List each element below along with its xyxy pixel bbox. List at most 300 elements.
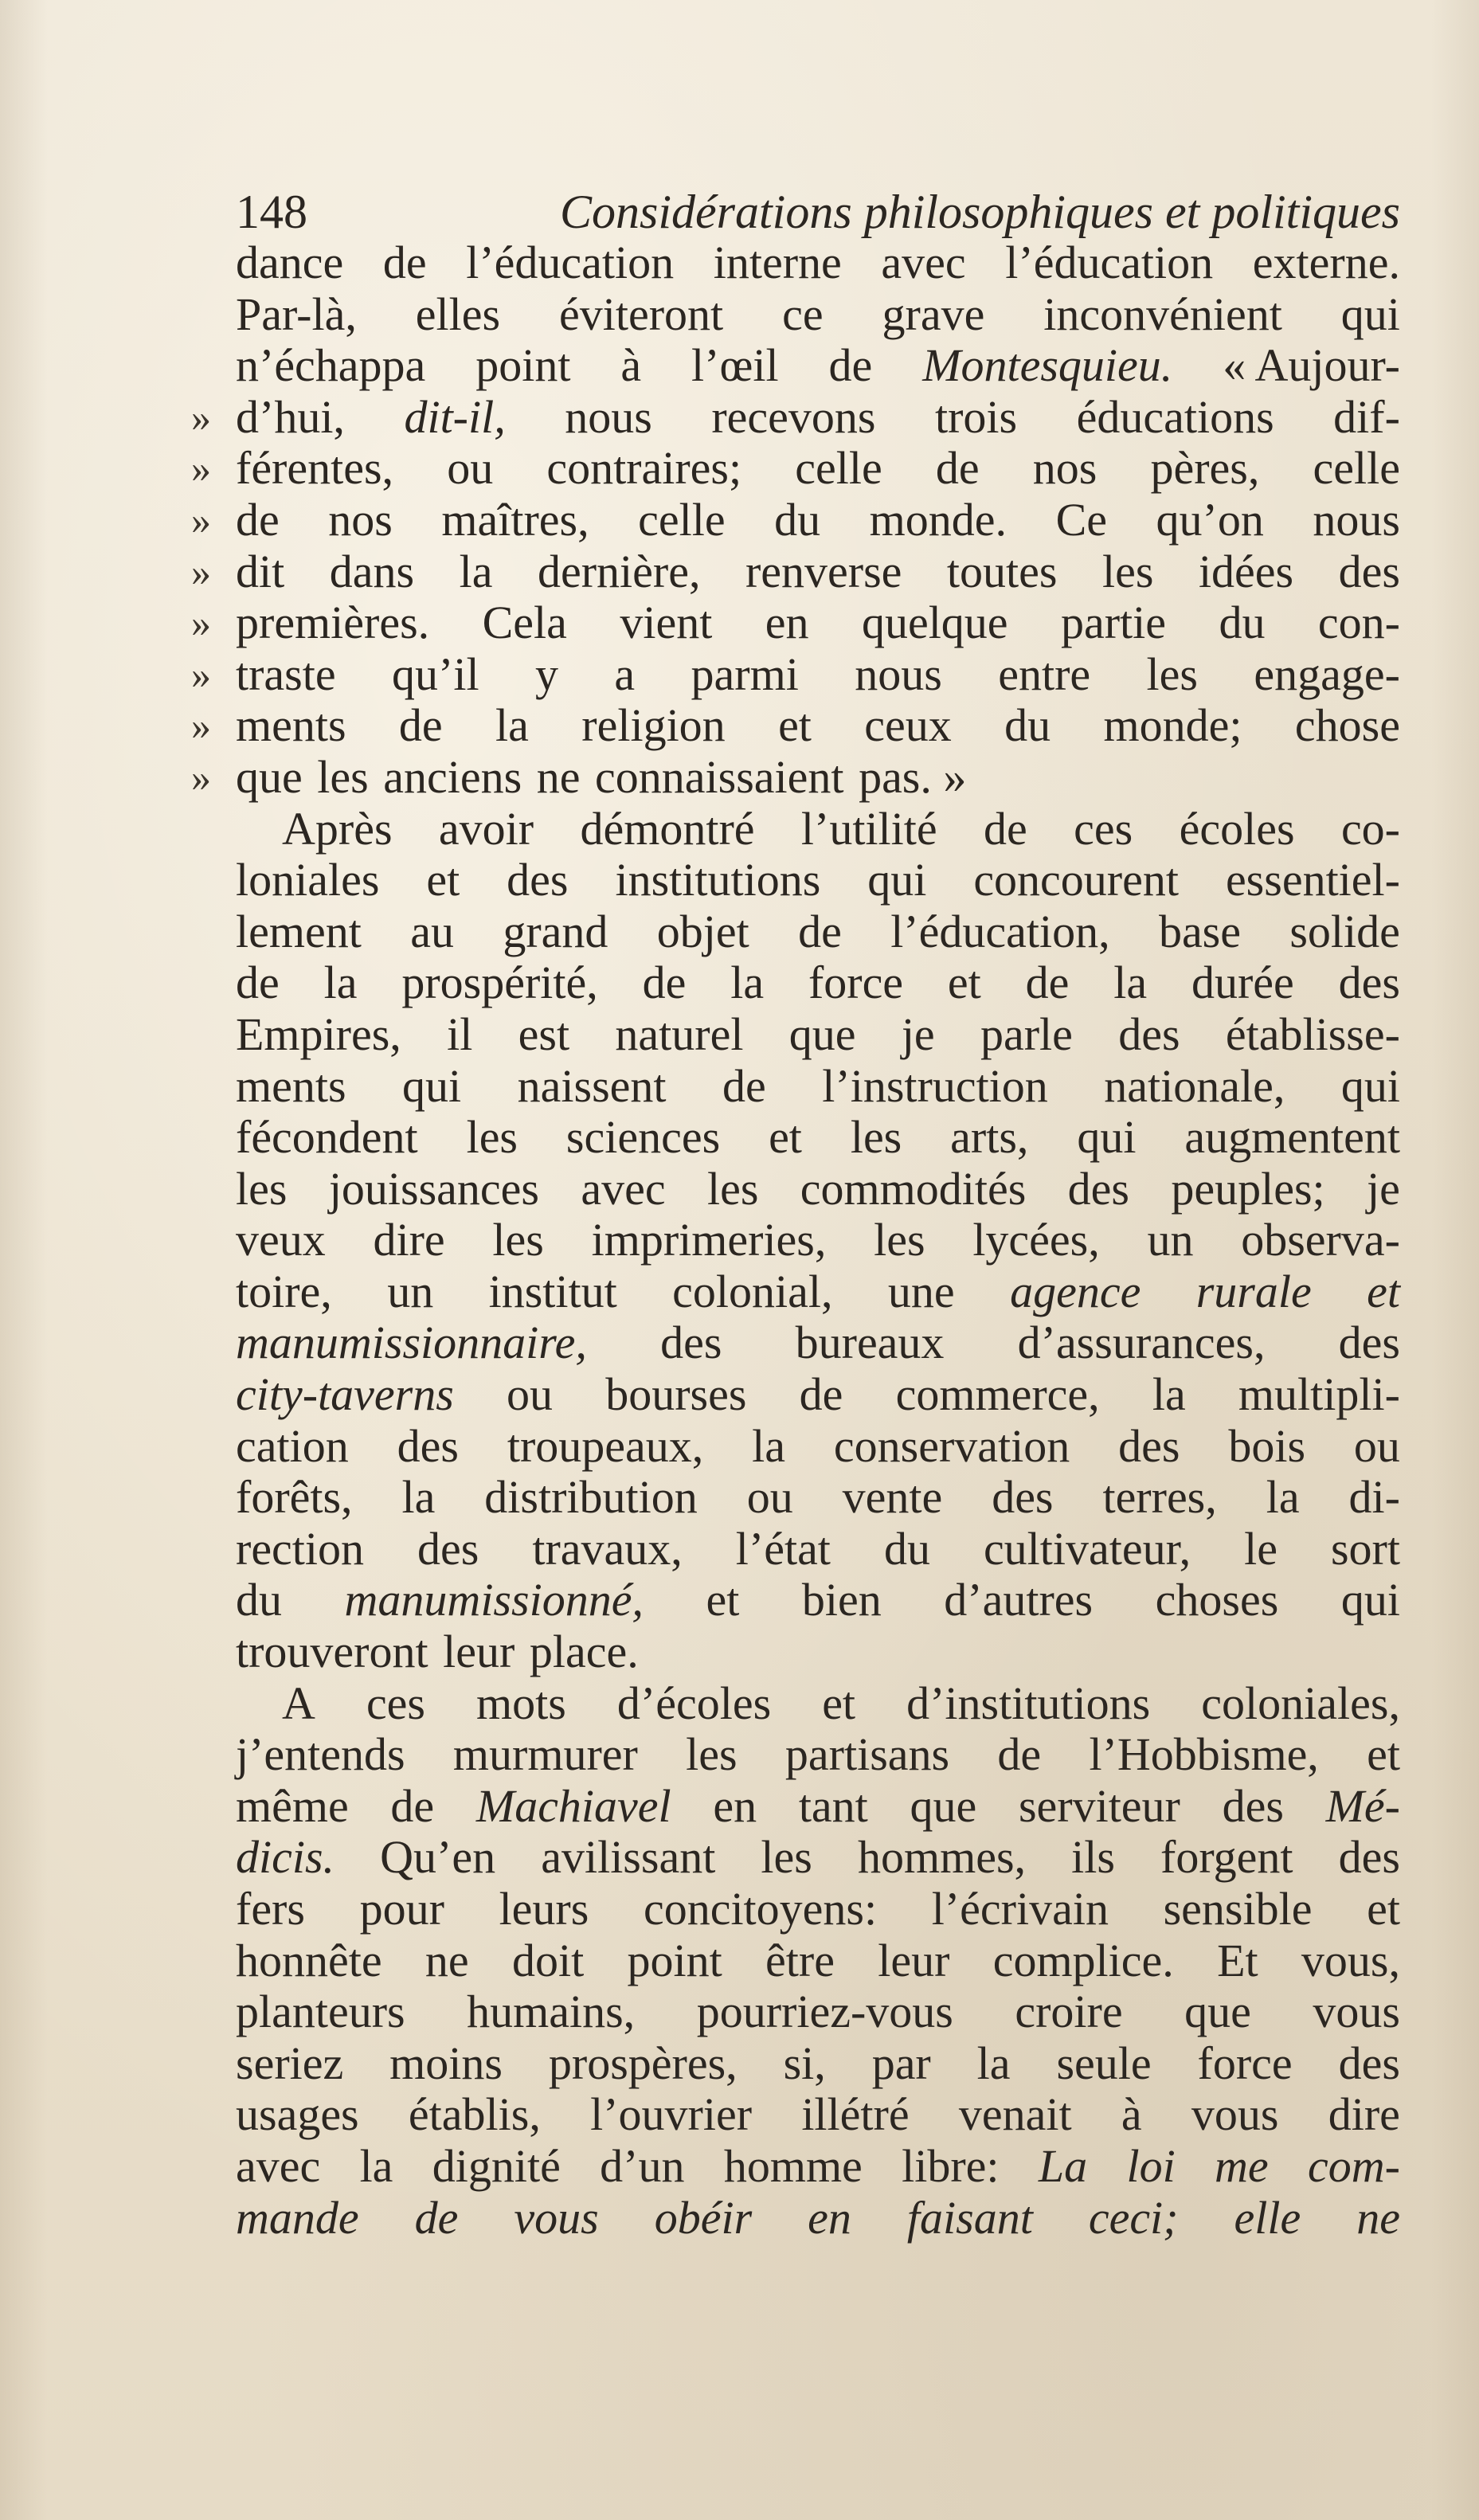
- text-line: [236, 2089, 1400, 2141]
- word: parle: [980, 1008, 1073, 1060]
- word: la: [359, 2139, 393, 2192]
- word: veux: [236, 1214, 326, 1266]
- word: leur: [878, 1934, 950, 1986]
- word: éducations: [1076, 390, 1274, 443]
- word: ne: [425, 1934, 469, 1986]
- word: forgent: [1160, 1831, 1293, 1884]
- word: l’Hobbisme,: [1089, 1728, 1319, 1781]
- word: com-: [1308, 2139, 1400, 2192]
- word: prospères,: [548, 2037, 738, 2089]
- word: des: [1118, 1008, 1180, 1060]
- word: ou: [507, 1368, 553, 1421]
- word: ne: [536, 750, 581, 803]
- word: vous,: [1301, 1934, 1400, 1986]
- text-line: [236, 1524, 1400, 1575]
- word: solide: [1289, 905, 1400, 957]
- text-line: [236, 1061, 1400, 1113]
- quote-mark: »: [191, 446, 211, 491]
- text-line: [236, 2038, 1400, 2090]
- word: troupeaux,: [507, 1419, 704, 1472]
- word: et: [822, 1677, 856, 1729]
- word: ils: [1071, 1831, 1115, 1884]
- word: la: [1152, 1368, 1186, 1421]
- word: y: [534, 648, 558, 700]
- word: les: [706, 1162, 759, 1215]
- word: coloniales,: [1201, 1677, 1400, 1729]
- word: idées: [1198, 545, 1294, 597]
- word: de: [398, 699, 443, 752]
- word: moins: [389, 2037, 503, 2089]
- word: seule: [1056, 2037, 1152, 2089]
- word: des: [1338, 2037, 1400, 2089]
- word: Empires,: [236, 1008, 401, 1060]
- word: pourriez-vous: [696, 1986, 953, 2038]
- word: durée: [1191, 957, 1294, 1009]
- text-line: [236, 1317, 1400, 1369]
- word: dernière,: [537, 545, 701, 597]
- word: leurs: [499, 1883, 589, 1935]
- word: et: [706, 1574, 740, 1626]
- text-line: [236, 1164, 1400, 1215]
- word: ces: [1074, 802, 1133, 855]
- word: base: [1158, 905, 1241, 957]
- word: toire,: [236, 1265, 332, 1317]
- word: d’hui,: [236, 390, 345, 443]
- text-line: [236, 1781, 1400, 1833]
- word: de: [642, 957, 687, 1009]
- word: d’un: [600, 2139, 685, 2192]
- word: des: [507, 854, 569, 906]
- word: même: [236, 1779, 349, 1832]
- word: usages: [236, 2088, 359, 2141]
- word: lycées,: [972, 1214, 1100, 1266]
- word: jouissances: [328, 1162, 539, 1215]
- word: dicis.: [236, 1831, 335, 1884]
- word: institutions: [615, 854, 821, 906]
- word: grand: [503, 905, 608, 957]
- word: la: [752, 1419, 785, 1472]
- word: tant: [798, 1779, 868, 1832]
- word: nos: [328, 493, 393, 546]
- word: d’écoles: [616, 1677, 772, 1729]
- word: d’autres: [944, 1574, 1094, 1626]
- word: qui: [402, 1059, 462, 1112]
- text-line: [236, 957, 1400, 1009]
- word: des: [660, 1317, 722, 1369]
- word: rection: [236, 1522, 365, 1575]
- word: des: [992, 1471, 1054, 1524]
- text-line: [191, 597, 1400, 649]
- text-line: [236, 237, 1400, 289]
- word: maîtres,: [441, 493, 589, 546]
- word: les: [466, 1111, 518, 1164]
- word: parmi: [691, 648, 799, 700]
- word: démontré: [580, 802, 755, 855]
- word: je: [901, 1008, 935, 1060]
- word: faisant: [906, 2191, 1033, 2244]
- word: leur: [443, 1626, 515, 1678]
- word: l’état: [735, 1522, 831, 1575]
- text-line: [191, 648, 1400, 701]
- text-line: [236, 1266, 1400, 1318]
- word: ceci;: [1088, 2191, 1179, 2244]
- word: d’institutions: [906, 1677, 1151, 1729]
- word: en: [713, 1779, 757, 1832]
- word: complice.: [992, 1934, 1174, 1986]
- word: co-: [1340, 802, 1400, 855]
- word: vente: [842, 1471, 943, 1524]
- text-line: [236, 1832, 1400, 1884]
- word: les: [761, 1831, 812, 1884]
- text-line: [191, 545, 1400, 598]
- word: avoir: [438, 802, 534, 855]
- word: engage-: [1254, 648, 1400, 700]
- word: La: [1038, 2139, 1088, 2192]
- word: de: [828, 339, 873, 392]
- text-line: [236, 1009, 1400, 1061]
- word: avilissant: [541, 1831, 716, 1884]
- word: conservation: [833, 1419, 1070, 1472]
- word: obéir: [654, 2191, 753, 2244]
- word: monde;: [1103, 699, 1242, 752]
- word: n’échappa: [236, 339, 426, 392]
- word: vous: [514, 2191, 599, 2244]
- word: vous: [1313, 1986, 1400, 2038]
- word: dit: [236, 545, 285, 597]
- word: renverse: [745, 545, 902, 597]
- text-line: [236, 1421, 1400, 1473]
- text-line: [191, 750, 1400, 804]
- word: dans: [329, 545, 415, 597]
- word: entre: [998, 648, 1091, 700]
- running-header: [236, 186, 1400, 237]
- word: premières.: [236, 597, 430, 649]
- word: elle: [1234, 2191, 1301, 2244]
- word: vous: [1191, 2088, 1279, 2141]
- word: au: [410, 905, 454, 957]
- word: par: [871, 2037, 931, 2089]
- word: que: [910, 1779, 977, 1832]
- text-line: [236, 2141, 1400, 2193]
- word: ments: [236, 1059, 346, 1112]
- word: loi: [1126, 2139, 1176, 2192]
- word: l’éducation: [466, 237, 675, 288]
- word: ments: [236, 699, 346, 752]
- word: de: [935, 442, 980, 495]
- word: un: [387, 1265, 434, 1317]
- word: inconvénient: [1043, 288, 1282, 340]
- word: l’utilité: [800, 802, 937, 855]
- word: bois: [1228, 1419, 1306, 1472]
- text-line: [236, 804, 1400, 855]
- word: a: [614, 648, 636, 700]
- running-title: Considérations philosophiques et politiques: [559, 186, 1400, 238]
- word: toutes: [946, 545, 1058, 597]
- word: la: [730, 957, 765, 1009]
- word: de: [414, 2191, 459, 2244]
- word: doit: [511, 1934, 585, 1986]
- word: que: [788, 1008, 856, 1060]
- word: Ce: [1055, 493, 1107, 546]
- word: et: [1367, 1265, 1400, 1317]
- word: nos: [1032, 442, 1098, 495]
- word: des: [1067, 1162, 1129, 1215]
- word: des: [397, 1419, 459, 1472]
- word: murmurer: [452, 1728, 638, 1781]
- word: dire: [1328, 2088, 1400, 2141]
- word: la: [459, 545, 493, 597]
- word: de: [984, 802, 1027, 855]
- quote-mark: »: [191, 754, 211, 800]
- quote-mark: »: [191, 549, 211, 594]
- word: de: [1025, 957, 1070, 1009]
- word: seriez: [236, 2037, 344, 2089]
- word: cation: [236, 1419, 349, 1472]
- word: peuples;: [1171, 1162, 1325, 1215]
- text-line: [236, 1986, 1400, 2038]
- word: Après: [282, 802, 393, 855]
- text-line: [236, 289, 1400, 341]
- word: et: [769, 1111, 802, 1164]
- word: le: [1244, 1522, 1277, 1575]
- word: « Aujour-: [1223, 339, 1400, 392]
- word: les: [874, 1214, 925, 1266]
- word: Par-là,: [236, 288, 357, 340]
- word: trouveront: [236, 1626, 428, 1678]
- word: externe.: [1252, 237, 1400, 288]
- word: travaux,: [532, 1522, 683, 1575]
- quote-mark: »: [191, 394, 211, 440]
- word: qui: [1077, 1111, 1137, 1164]
- word: place.: [529, 1626, 639, 1678]
- word: commerce,: [895, 1368, 1100, 1421]
- word: pour: [359, 1883, 444, 1935]
- word: la: [495, 699, 529, 752]
- word: avec: [236, 2139, 321, 2192]
- body-text: [191, 237, 1400, 2244]
- word: des: [417, 1522, 479, 1575]
- word: manumissionnaire,: [236, 1317, 587, 1369]
- word: qu’il: [392, 648, 479, 700]
- word: nous: [1313, 493, 1400, 546]
- word: des: [1222, 1779, 1284, 1832]
- word: et: [1367, 1728, 1400, 1781]
- word: sensible: [1163, 1883, 1313, 1935]
- word: ces: [366, 1677, 425, 1729]
- text-line: [236, 1935, 1400, 1987]
- word: monde.: [869, 493, 1008, 546]
- page-edge-shadow: [1431, 0, 1479, 2520]
- word: terres,: [1102, 1471, 1217, 1524]
- word: forêts,: [236, 1471, 353, 1524]
- word: religion: [581, 699, 726, 752]
- word: établisse-: [1225, 1008, 1400, 1060]
- word: si,: [783, 2037, 826, 2089]
- word: libre:: [902, 2139, 1000, 2192]
- word: contraires;: [546, 442, 742, 495]
- word: qui: [1340, 1574, 1400, 1626]
- word: grave: [882, 288, 985, 340]
- word: à: [1121, 2088, 1142, 2141]
- word: choses: [1155, 1574, 1279, 1626]
- word: mande: [236, 2191, 359, 2244]
- word: de: [390, 1779, 435, 1832]
- word: du: [1004, 699, 1051, 752]
- word: de: [997, 1728, 1042, 1781]
- word: ne: [1356, 2191, 1400, 2244]
- word: vient: [620, 597, 713, 649]
- word: à: [620, 339, 642, 392]
- word: fers: [236, 1883, 305, 1935]
- word: de: [798, 905, 842, 957]
- text-line: [236, 906, 1400, 958]
- word: Machiavel: [475, 1779, 671, 1832]
- word: et: [947, 957, 981, 1009]
- text-line: [236, 1112, 1400, 1164]
- word: du: [774, 493, 821, 546]
- word: force: [808, 957, 904, 1009]
- word: naissent: [517, 1059, 667, 1112]
- word: celle: [1313, 442, 1400, 495]
- word: bourses: [605, 1368, 747, 1421]
- word: il: [447, 1008, 473, 1060]
- word: dire: [373, 1214, 445, 1266]
- word: du: [883, 1522, 930, 1575]
- quote-mark: »: [191, 601, 211, 646]
- text-line: [236, 1678, 1400, 1730]
- word: me: [1215, 2139, 1269, 2192]
- word: quelque: [861, 597, 1008, 649]
- word: de: [236, 957, 280, 1009]
- word: Montesquieu.: [922, 339, 1173, 392]
- word: connaissaient: [595, 750, 844, 803]
- word: de: [799, 1368, 843, 1421]
- word: une: [887, 1265, 955, 1317]
- word: lement: [236, 905, 362, 957]
- text-line: [236, 1575, 1400, 1626]
- word: éviteront: [559, 288, 724, 340]
- word: ou: [746, 1471, 793, 1524]
- word: city-taverns: [236, 1368, 454, 1421]
- word: celle: [795, 442, 882, 495]
- word: de: [236, 493, 280, 546]
- word: de: [382, 237, 427, 288]
- word: cultivateur,: [983, 1522, 1191, 1575]
- word: l’éducation: [1005, 237, 1214, 288]
- word: chose: [1294, 699, 1400, 752]
- word: des: [1118, 1419, 1180, 1472]
- word: avec: [881, 237, 966, 288]
- word: bien: [801, 1574, 882, 1626]
- word: qui: [1340, 1059, 1400, 1112]
- word: ou: [447, 442, 494, 495]
- word: essentiel-: [1225, 854, 1400, 906]
- word: partie: [1061, 597, 1167, 649]
- word: trois: [934, 390, 1018, 443]
- page-number: 148: [236, 186, 307, 238]
- word: multipli-: [1238, 1368, 1400, 1421]
- word: celle: [638, 493, 726, 546]
- word: les: [317, 750, 369, 803]
- word: avec: [581, 1162, 666, 1215]
- word: point: [475, 339, 571, 392]
- word: du: [1219, 597, 1266, 649]
- word: partisans: [784, 1728, 950, 1781]
- text-line: [236, 1626, 1400, 1678]
- quote-mark: »: [191, 703, 211, 749]
- word: dif-: [1333, 390, 1400, 443]
- word: des: [1338, 957, 1400, 1009]
- word: imprimeries,: [591, 1214, 827, 1266]
- text-line: [191, 442, 1400, 495]
- word: pères,: [1150, 442, 1260, 495]
- word: des: [1338, 1317, 1400, 1369]
- word: les: [686, 1728, 738, 1781]
- text-line: [236, 1369, 1400, 1421]
- word: recevons: [711, 390, 876, 443]
- word: je: [1367, 1162, 1400, 1215]
- text-line: [191, 390, 1400, 444]
- text-line: [236, 1729, 1400, 1781]
- page-gutter-shadow: [0, 0, 48, 2520]
- word: pas. »: [859, 750, 967, 803]
- text-block: [191, 186, 1400, 2244]
- word: illétré: [801, 2088, 910, 2141]
- word: Mé-: [1325, 1779, 1400, 1832]
- word: dance: [236, 237, 344, 288]
- word: et: [426, 854, 460, 906]
- word: que: [1184, 1986, 1251, 2038]
- word: agence: [1010, 1265, 1141, 1317]
- word: naturel: [615, 1008, 744, 1060]
- word: mots: [476, 1677, 566, 1729]
- word: et: [778, 699, 812, 752]
- text-line: [236, 1884, 1400, 1935]
- word: la: [976, 2037, 1011, 2089]
- text-line: [191, 493, 1400, 546]
- word: sciences: [565, 1111, 721, 1164]
- word: les: [492, 1214, 544, 1266]
- word: institut: [488, 1265, 617, 1317]
- text-line: [191, 699, 1400, 752]
- word: Qu’en: [380, 1831, 496, 1884]
- word: écoles: [1179, 802, 1295, 855]
- word: planteurs: [236, 1986, 405, 2038]
- word: prospérité,: [401, 957, 598, 1009]
- word: les: [1101, 545, 1154, 597]
- word: humains,: [467, 1986, 636, 2038]
- word: sort: [1330, 1522, 1400, 1575]
- word: en: [808, 2191, 851, 2244]
- word: dit-il,: [404, 390, 506, 443]
- word: honnête: [236, 1934, 382, 1986]
- word: di-: [1348, 1471, 1400, 1524]
- word: qui: [867, 854, 927, 906]
- word: anciens: [383, 750, 522, 803]
- word: la: [323, 957, 358, 1009]
- text-line: [236, 2193, 1400, 2244]
- word: serviteur: [1018, 1779, 1180, 1832]
- word: les: [850, 1111, 902, 1164]
- word: augmentent: [1184, 1111, 1400, 1164]
- word: du: [236, 1574, 282, 1626]
- word: dignité: [432, 2139, 561, 2192]
- word: arts,: [950, 1111, 1029, 1164]
- word: nous: [565, 390, 652, 443]
- quote-mark: »: [191, 497, 211, 542]
- word: est: [518, 1008, 570, 1060]
- word: distribution: [484, 1471, 698, 1524]
